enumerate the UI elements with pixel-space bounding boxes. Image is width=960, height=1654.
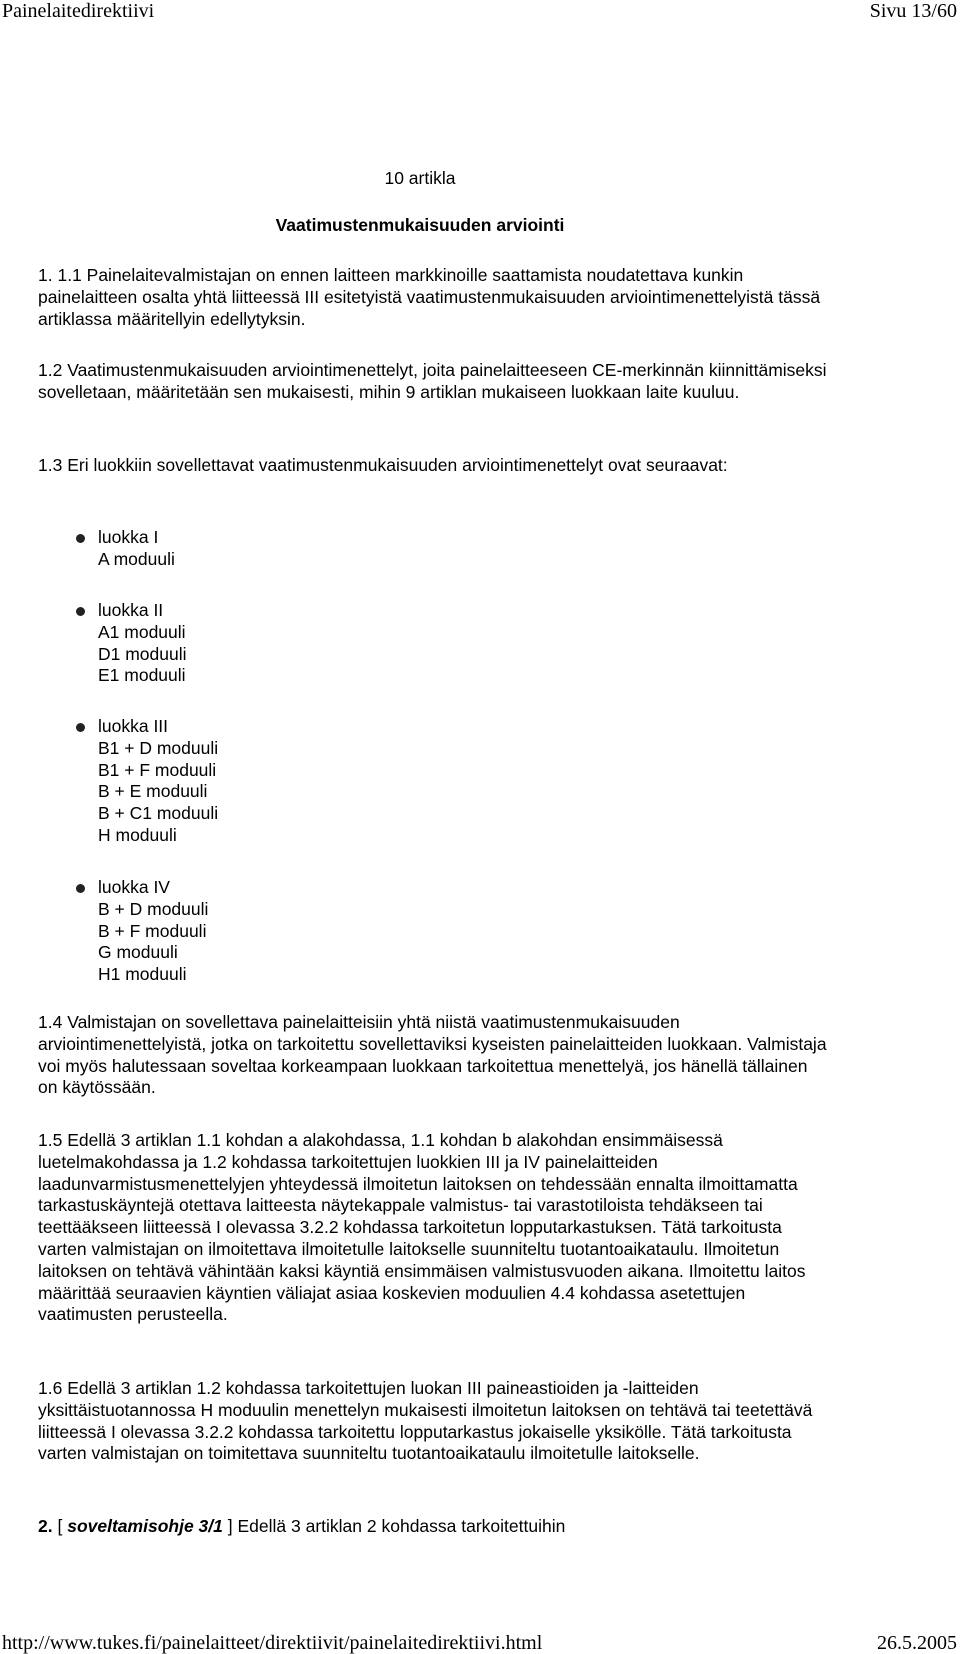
paragraph-1-2: 1.2 Vaatimustenmukaisuuden arviointimenettelyt, joita painelaitteeseen CE-merkinnän kiinnittämiseksi sovelletaan, määritetään sen mukaisesti, mihin 9 artiklan mukaiseen luokkaan laite kuuluu.	[38, 360, 827, 402]
class-list-item	[76, 716, 218, 847]
paragraph-1-5: 1.5 Edellä 3 artiklan 1.1 kohdan a alakohdassa, 1.1 kohdan b alakohdan ensimmäisessä luetelmakohdassa ja 1.2 kohdassa tarkoitettujen luokkien III ja IV painelaitteiden laadunvarmistusmenettelyjen yhteydessä ilmoitetun laitoksen on tehdessään ennalta ilmoittamatta tarkastuskäyntejä otettava laitteesta näytekappale valmistus- tai varastotiloista tehdäkseen tai teettääkseen liitteessä I olevassa 3.2.2 kohdassa tarkoitetun lopputarkastuksen. Tätä tarkoitusta varten valmistajan on ilmoitettava ilmoitetulle laitokselle suunniteltu tuotantoaikataulu. Ilmoitetun laitoksen on tehtävä vähintään kaksi käyntiä ensimmäisen valmistusvuoden aikana. Ilmoitettu laitos määrittää seuraavien käyntien väliajat asiaa koskevien moduulien 4.4 kohdassa asetettujen vaatimusten perusteella.	[38, 1130, 806, 1325]
module-item: H1 moduuli	[98, 964, 187, 985]
module-item: D1 moduuli	[98, 643, 187, 664]
module-item: A1 moduuli	[98, 621, 186, 642]
article-number: 10 artikla	[384, 168, 456, 188]
paragraph-1-1: 1. 1.1 Painelaitevalmistajan on ennen laitteen markkinoille saattamista noudatettava kunkin painelaitteen osalta yhtä liitteessä III esitetyistä vaatimustenmukaisuuden arviointimenettelyistä tässä artiklassa määritellyin edellytyksin.	[38, 265, 821, 329]
module-item: B + D moduuli	[98, 898, 209, 919]
class-name: luokka I	[98, 527, 159, 547]
bullet-icon	[76, 534, 85, 543]
module-item: A moduuli	[98, 548, 175, 569]
module-item: B + F moduuli	[98, 920, 207, 941]
section-number: 2.	[38, 1516, 53, 1536]
paragraph-1-4: 1.4 Valmistajan on sovellettava painelaitteisiin yhtä niistä vaatimustenmukaisuuden arviointimenettelyistä, jotka on tarkoitettu sovellettaviksi kyseisten painelaitteiden luokkaan. Valmistaja voi myös halutessaan soveltaa korkeampaan luokkaan tarkoitettua menettelyä, jos hänellä tällainen on käytössään.	[38, 1012, 827, 1098]
class-name: luokka II	[98, 600, 164, 620]
module-item: H moduuli	[98, 824, 177, 845]
document-title: Painelaitedirektiivi	[2, 0, 155, 22]
paragraph-1-3: 1.3 Eri luokkiin sovellettavat vaatimustenmukaisuuden arviointimenettelyt ovat seuraavat:	[38, 455, 728, 475]
module-item: G moduuli	[98, 942, 178, 963]
class-name: luokka IV	[98, 877, 170, 897]
article-title: Vaatimustenmukaisuuden arviointi	[275, 215, 565, 235]
class-list-item	[76, 600, 187, 687]
bullet-icon	[76, 723, 85, 732]
bullet-icon	[76, 884, 85, 893]
module-item: B + C1 moduuli	[98, 803, 219, 824]
footer-url: http://www.tukes.fi/painelaitteet/direktiivit/painelaitedirektiivi.html	[2, 1632, 543, 1654]
module-item: B1 + F moduuli	[98, 759, 217, 780]
open-bracket: [	[57, 1516, 63, 1536]
footer-date: 26.5.2005	[877, 1632, 957, 1654]
module-item: B1 + D moduuli	[98, 737, 219, 758]
guide-link[interactable]: soveltamisohje 3/1	[67, 1516, 223, 1536]
paragraph-2	[38, 1516, 828, 1538]
class-list-item	[76, 527, 175, 571]
section-text: Edellä 3 artiklan 2 kohdassa tarkoitettuihin	[237, 1516, 566, 1536]
bullet-icon	[76, 607, 85, 616]
module-item: E1 moduuli	[98, 665, 186, 686]
close-bracket: ]	[227, 1516, 233, 1536]
class-name: luokka III	[98, 716, 169, 736]
paragraph-1-6: 1.6 Edellä 3 artiklan 1.2 kohdassa tarkoitettujen luokan III paineastioiden ja -laitteiden yksittäistuotannossa H moduulin menettelyn mukaisesti ilmoitetun laitoksen on tehtävä tai teetettävä liitteessä I olevassa 3.2.2 kohdassa tarkoitettu lopputarkastus jokaiselle yksikölle. Tätä tarkoitusta varten valmistajan on toimitettava suunniteltu tuotantoaikataulu ilmoitetulle laitokselle.	[38, 1378, 813, 1464]
page-number: Sivu 13/60	[869, 0, 957, 22]
module-item: B + E moduuli	[98, 781, 208, 802]
class-list-item	[76, 877, 208, 986]
